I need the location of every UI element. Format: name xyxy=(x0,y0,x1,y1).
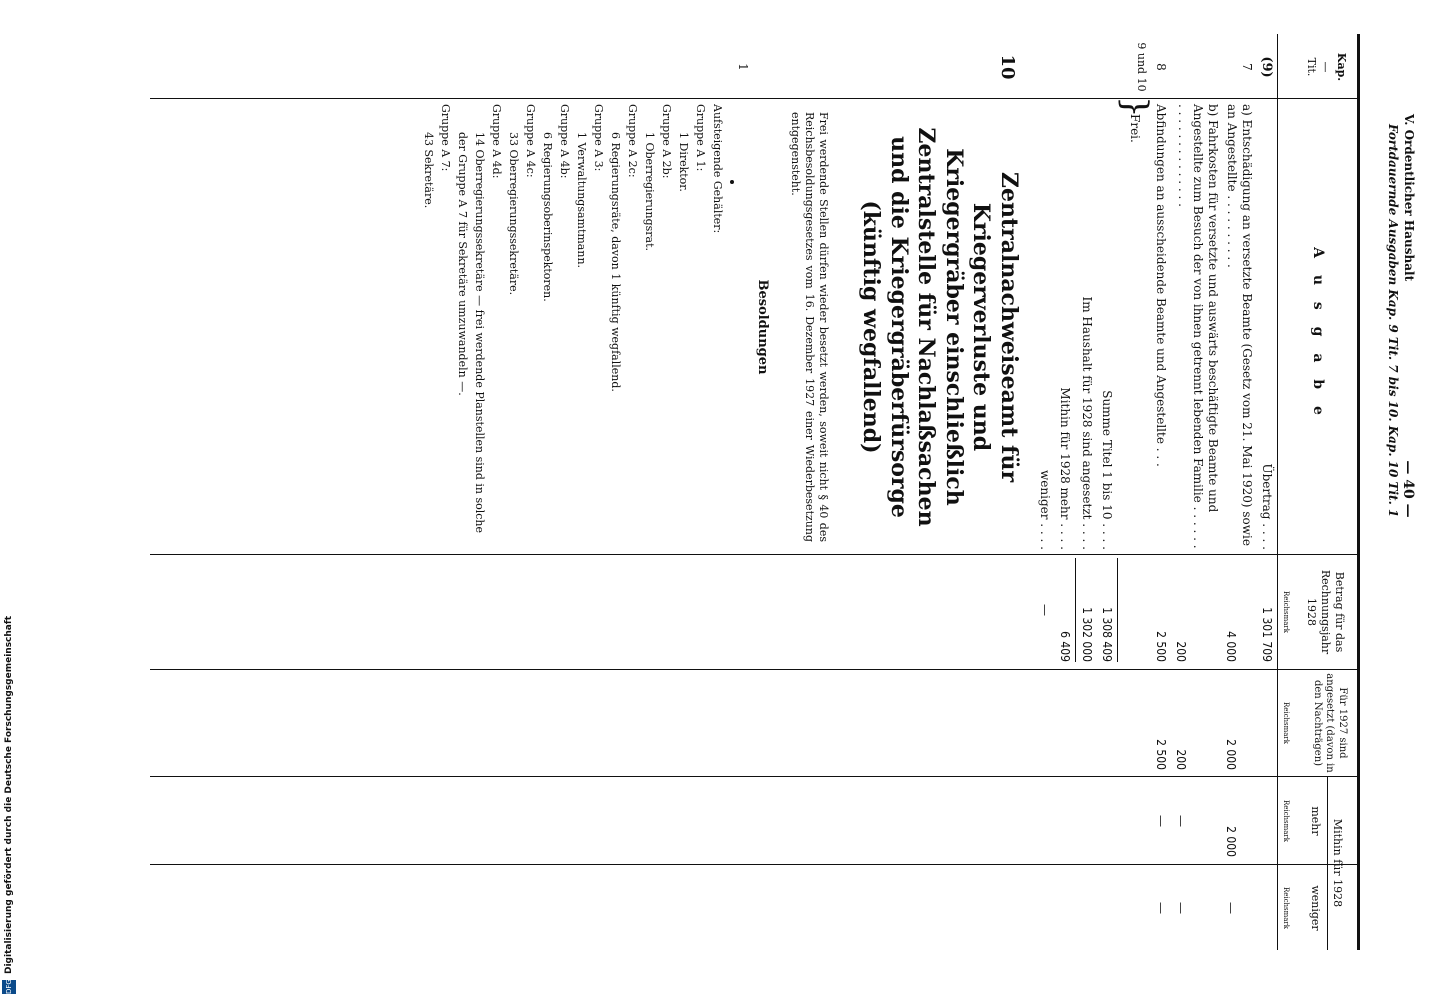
besoldung-line: Gruppe A 3: xyxy=(592,104,605,172)
tit-7b-1927: 200 xyxy=(1174,749,1188,770)
besoldung-line: Gruppe A 2c: xyxy=(626,104,639,178)
tit-8-1927: 2 500 xyxy=(1154,739,1168,770)
betrag-column-rule xyxy=(150,554,1360,555)
tit-7a-weniger: — xyxy=(1224,902,1238,914)
angesetzt-betrag: 1 302 000 xyxy=(1080,607,1094,662)
tit-7a-mehr: 2 000 xyxy=(1224,826,1238,857)
brace-icon: } xyxy=(1115,96,1155,118)
mithin-top-rule xyxy=(1075,558,1076,662)
tit-1-number: 1 xyxy=(736,63,750,71)
besoldung-line: 33 Oberregierungssekretäre. xyxy=(507,132,520,296)
top-rule xyxy=(1357,34,1360,950)
besoldungen-heading: Besoldungen xyxy=(755,279,770,375)
weniger-label: weniger . . . . xyxy=(1038,470,1052,550)
besoldung-list xyxy=(420,104,726,550)
kap-10-title: Zentralnachweiseamt für Kriegerverluste und Kriegergräber einschließlich Zentralstelle für Nachlaßsachen und die Kriegergräberfürsorge (künftig wegfallend) xyxy=(858,127,1022,527)
kap-9-number: (9) xyxy=(1259,56,1274,78)
tit-8-weniger: — xyxy=(1154,902,1168,914)
besoldung-line: 14 Oberregierungssekretäre — frei werdende Planstellen sind in solche der Gruppe A 7 für Sekretäre umzuwandeln —. xyxy=(456,132,486,534)
mehr-column-rule xyxy=(150,776,1360,777)
weniger-unit: Reichsmark xyxy=(1282,886,1290,930)
besoldung-line: 1 Verwaltungsamtmann. xyxy=(575,132,588,269)
besoldung-line: Aufsteigende Gehälter: xyxy=(711,104,724,234)
kap-tit-dash: — xyxy=(1319,61,1332,73)
angesetzt-label: Im Haushalt für 1928 sind angesetzt . . . . xyxy=(1080,296,1094,550)
kap-10-number: 10 xyxy=(997,54,1018,80)
summe-betrag: 1 308 409 xyxy=(1100,607,1114,662)
uebertrag-label: Übertrag . . . . xyxy=(1260,463,1274,550)
page-subtitle: Fortdauernde Ausgaben Kap. 9 Tit. 7 bis 10. Kap. 10 Tit. 1 xyxy=(1386,124,1400,518)
tit-7a-text: a) Entschädigung an versetzte Beamte (Gesetz vom 21. Mai 1920) sowie an Angestellte . . . . . . . . . . xyxy=(1225,104,1254,546)
uebertrag-betrag: 1 301 709 xyxy=(1260,607,1274,662)
tit-7b-mehr: — xyxy=(1174,815,1188,827)
weniger-header: weniger xyxy=(1309,885,1322,931)
mithin-subrule xyxy=(1327,776,1328,950)
besoldung-line: Gruppe A 7: xyxy=(439,104,452,172)
tit-8-betrag: 2 500 xyxy=(1154,631,1168,662)
tit-7a-1927: 2 000 xyxy=(1224,739,1238,770)
weniger-column-rule xyxy=(150,864,1360,865)
header-rule xyxy=(1277,34,1278,950)
mehr-unit: Reichsmark xyxy=(1282,799,1290,843)
besoldung-line: Gruppe A 4b: xyxy=(558,104,571,179)
tit-9-10-number: 9 und 10 xyxy=(1135,42,1148,92)
besoldung-line: Gruppe A 4c: xyxy=(524,104,537,178)
mithin-label: Mithin für 1928 mehr . . . . xyxy=(1058,387,1072,550)
ausgabe-header: A u s g a b e xyxy=(1310,247,1326,421)
1927-column-rule xyxy=(150,669,1360,670)
tit-header: Tit. xyxy=(1305,57,1318,77)
section-title: V. Ordentlicher Haushalt xyxy=(1402,114,1416,282)
tit-8-number: 8 xyxy=(1154,63,1168,71)
mithin-header: Mithin für 1928 xyxy=(1331,818,1344,908)
betrag-unit: Reichsmark xyxy=(1282,590,1290,634)
kap-column-rule xyxy=(150,98,1360,99)
besoldung-line: 6 Regierungsoberinspektoren. xyxy=(541,132,554,302)
footer-text: Digitalisierung gefördert durch die Deutsche Forschungsgemeinschaft xyxy=(4,615,14,974)
besoldung-line: Gruppe A 1: xyxy=(694,104,707,172)
tit-9-10-text: Frei. xyxy=(1128,114,1142,143)
1927-unit: Reichsmark xyxy=(1282,701,1290,745)
mehr-header: mehr xyxy=(1309,806,1322,836)
tit-8-mehr: — xyxy=(1154,815,1168,827)
page-number: — 40 — xyxy=(1400,460,1416,518)
summe-label: Summe Titel 1 bis 10 . . . . xyxy=(1100,390,1114,550)
document-page xyxy=(86,34,1416,954)
besoldung-line: 1 Direktor. xyxy=(677,132,690,192)
tit-7b-betrag: 200 xyxy=(1174,641,1188,662)
kap-10-note: Frei werdende Stellen dürfen wieder besetzt werden, soweit nicht § 40 des Reichsbesoldungsgesetzes vom 16. Dezember 1927 einer Wiederbesetzung entgegensteht. xyxy=(789,112,830,542)
1927-header: Für 1927 sind angesetzt (davon in den Nachträgen) xyxy=(1312,673,1348,773)
besoldung-line: Gruppe A 2b: xyxy=(660,104,673,179)
tit-7a-betrag: 4 000 xyxy=(1224,631,1238,662)
tit-8-text: Abfindungen an ausscheidende Beamte und Angestellte . . . xyxy=(1154,104,1168,467)
tit-7b-weniger: — xyxy=(1174,902,1188,914)
weniger-value: — xyxy=(1038,604,1052,616)
tit-7b-text: b) Fahrkosten für versetzte und auswärts beschäftigte Beamte und Angestellte zum Besuch der von ihnen getrennt lebenden Familie . . . . . . . . . . . . . . . . . . . . xyxy=(1176,104,1220,549)
dfg-logo: DFG xyxy=(2,980,16,994)
stray-dot xyxy=(730,180,734,184)
besoldung-line: 6 Regierungsräte, davon 1 künftig wegfallend. xyxy=(609,132,622,392)
besoldung-line: 43 Sekretäre. xyxy=(422,132,435,209)
kap-header: Kap. xyxy=(1335,52,1348,82)
besoldung-line: Gruppe A 4d: xyxy=(490,104,503,179)
betrag-header: Betrag für das Rechnungsjahr 1928 xyxy=(1305,569,1346,655)
besoldung-line: 1 Oberregierungsrat. xyxy=(643,132,656,252)
summe-top-rule xyxy=(1117,558,1118,662)
mithin-mehr: 6 409 xyxy=(1058,631,1072,662)
tit-7-number: 7 xyxy=(1240,63,1254,71)
